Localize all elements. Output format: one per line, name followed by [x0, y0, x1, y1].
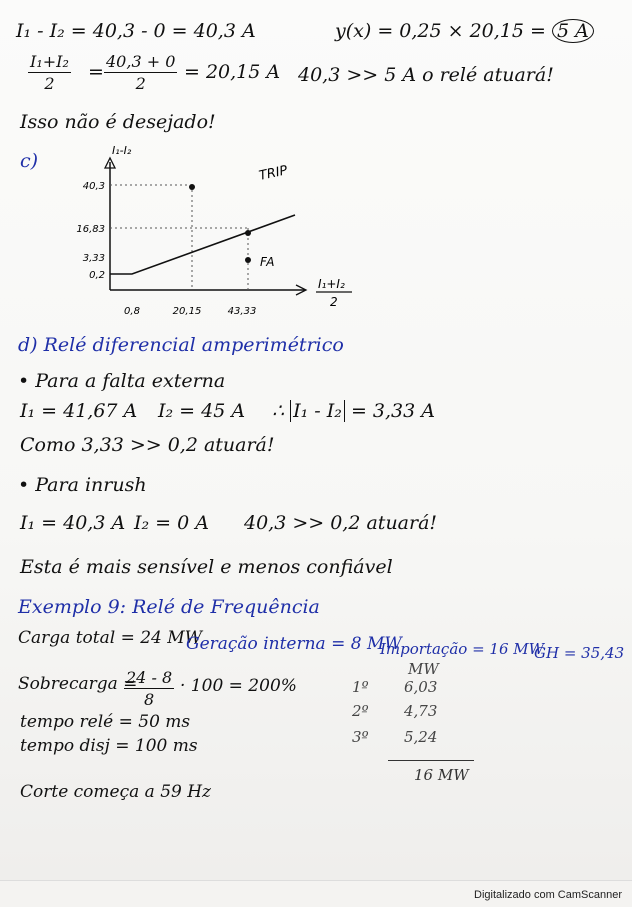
abs-difference-result: = 3,33 A	[350, 400, 435, 422]
abs-difference: I₁ - I₂	[290, 400, 345, 422]
inrush-i1: I₁ = 40,3 A	[20, 512, 126, 534]
import-power: Importação = 16 MW	[380, 640, 545, 658]
scanner-footer	[0, 880, 632, 907]
y-tick-label: 3,33	[82, 253, 105, 264]
inrush-conclusion: 40,3 >> 0,2 atuará!	[244, 512, 438, 534]
steps-unit: MW	[408, 660, 439, 678]
x-tick-label: 43,33	[227, 306, 257, 317]
bullet-external-fault: • Para a falta externa	[18, 370, 226, 392]
fraction-numerator: I₁+I₂	[30, 52, 69, 71]
fraction-denominator: 8	[143, 690, 155, 709]
data-point	[245, 230, 251, 236]
sensitivity-note: Esta é mais sensível e menos confiável	[20, 556, 393, 578]
relay-time: tempo relé = 50 ms	[20, 712, 191, 732]
fraction-denominator: 2	[44, 74, 55, 93]
inrush-i2: I₂ = 0 A	[134, 512, 209, 534]
total-load: Carga total = 24 MW	[18, 628, 203, 648]
point-label: FA	[260, 255, 275, 269]
steps-total: 16 MW	[414, 766, 469, 784]
item-c-label: c)	[20, 150, 39, 172]
circled-result: 5 A	[552, 19, 594, 43]
step-order: 1º	[352, 678, 369, 696]
region-label: TRIP	[257, 163, 289, 184]
example-9-title: Exemplo 9: Relé de Frequência	[18, 596, 320, 618]
differential-characteristic-chart	[60, 140, 420, 320]
relay-operates-note: 40,3 >> 5 A o relé atuará!	[298, 64, 554, 86]
y-tick-label: 16,83	[76, 224, 105, 235]
data-point	[245, 257, 251, 263]
characteristic-eval-text: y(x) = 0,25 × 20,15 =	[335, 20, 546, 42]
y-tick-label: 40,3	[82, 181, 105, 192]
current-difference-line: I₁ - I₂ = 40,3 - 0 = 40,3 A	[16, 20, 256, 42]
therefore-symbol: ∴	[272, 400, 285, 422]
load-shedding-start: Corte começa a 59 Hz	[20, 782, 212, 802]
fraction-values	[104, 52, 177, 93]
step-value: 4,73	[404, 702, 438, 720]
sum-rule	[388, 760, 474, 761]
internal-generation: Geração interna = 8 MW	[186, 634, 402, 654]
overload-result: · 100 = 200%	[180, 676, 297, 696]
fraction-numerator: 24 - 8	[126, 668, 173, 687]
restraint-result: = 20,15 A	[184, 61, 281, 83]
external-diff	[272, 402, 435, 421]
data-point	[189, 184, 195, 190]
section-d-title: d) Relé diferencial amperimétrico	[18, 334, 344, 356]
gh-value: GH = 35,43	[534, 644, 625, 662]
bullet-inrush: • Para inrush	[18, 474, 147, 496]
overload-label: Sobrecarga =	[18, 674, 138, 694]
fraction-numerator: 40,3 + 0	[106, 52, 176, 71]
fraction-restraint	[28, 52, 71, 93]
x-tick-label: 0,8	[124, 306, 140, 317]
x-tick-label: 20,15	[172, 306, 202, 317]
external-conclusion: Como 3,33 >> 0,2 atuará!	[20, 434, 275, 456]
scanner-watermark: Digitalizado com CamScanner	[474, 889, 622, 901]
external-i2: I₂ = 45 A	[158, 400, 246, 422]
step-value: 6,03	[404, 678, 438, 696]
overload-fraction	[124, 668, 174, 709]
step-order: 3º	[352, 728, 369, 746]
breaker-time: tempo disj = 100 ms	[20, 736, 198, 756]
step-order: 2º	[352, 702, 369, 720]
x-axis-label-numerator: I₁+I₂	[318, 277, 345, 291]
characteristic-eval	[335, 22, 594, 41]
external-i1: I₁ = 41,67 A	[20, 400, 138, 422]
y-axis-label: I₁-I₂	[112, 144, 132, 157]
step-value: 5,24	[404, 728, 438, 746]
y-tick-label: 0,2	[89, 270, 105, 281]
fraction-denominator: 2	[135, 74, 146, 93]
x-axis-label-denominator: 2	[330, 295, 338, 309]
undesired-note: Isso não é desejado!	[20, 111, 216, 133]
equals-sign: =	[88, 61, 104, 83]
